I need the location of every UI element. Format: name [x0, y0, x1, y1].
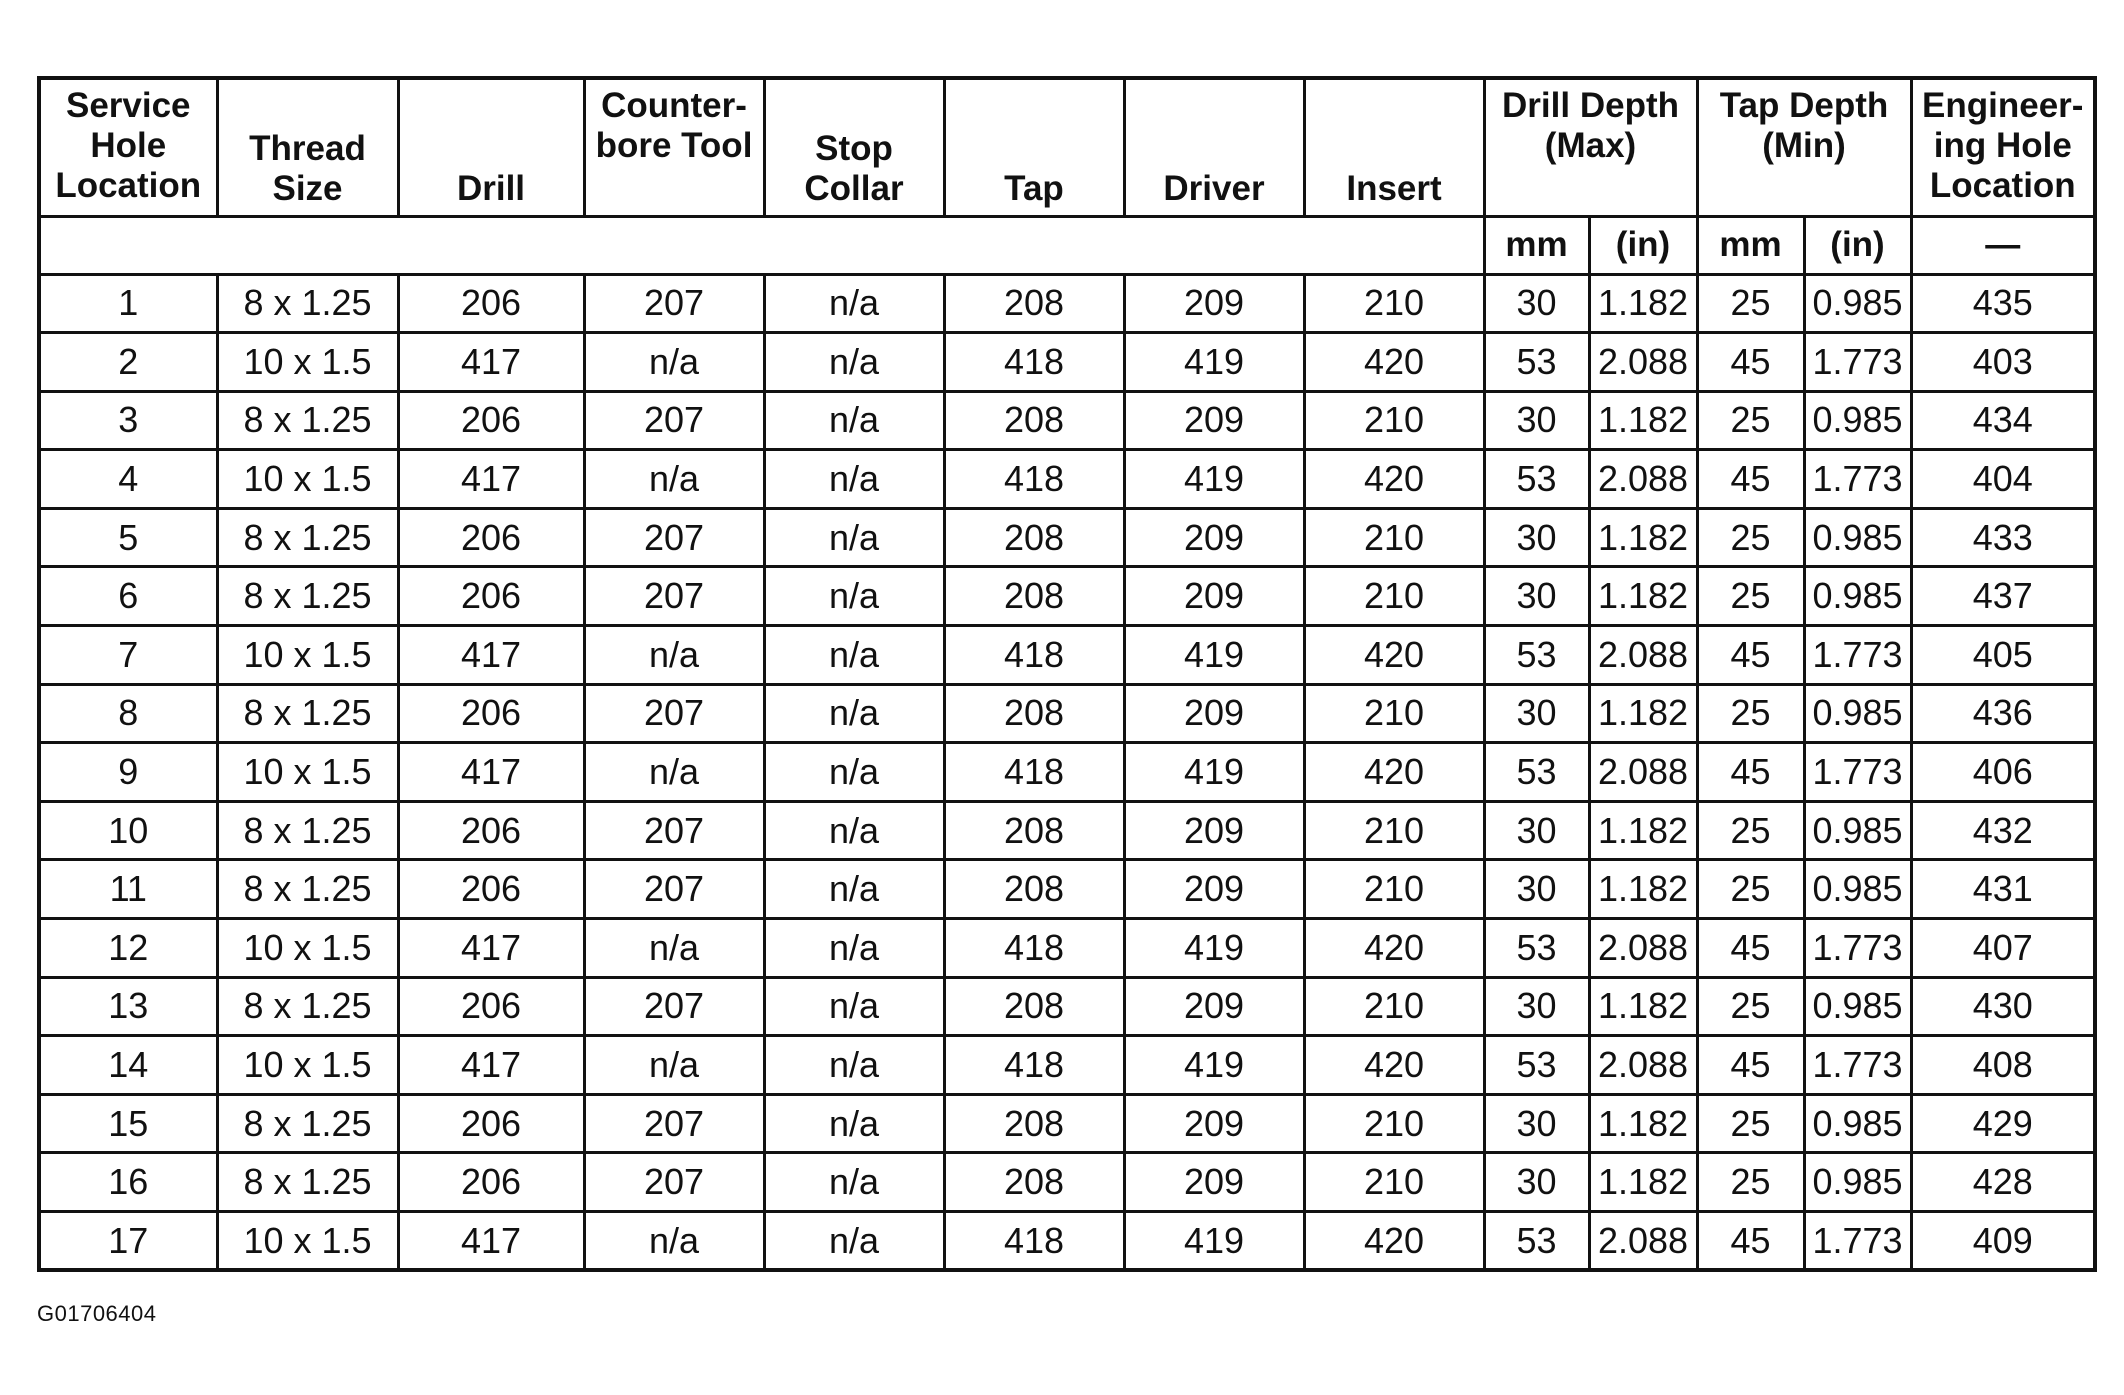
- cell-stop-collar: n/a: [764, 860, 944, 919]
- cell-drill: 206: [398, 391, 584, 450]
- table-row: [39, 684, 2095, 743]
- cell-tap-depth-in: 1.773: [1804, 626, 1911, 685]
- cell-counterbore-tool: n/a: [584, 1036, 764, 1095]
- cell-drill-depth-mm: 30: [1484, 977, 1589, 1036]
- cell-counterbore-tool: 207: [584, 567, 764, 626]
- cell-tap-depth-mm: 45: [1697, 743, 1804, 802]
- cell-driver: 209: [1124, 567, 1304, 626]
- cell-driver: 419: [1124, 919, 1304, 978]
- cell-service-hole-location: 15: [39, 1094, 217, 1153]
- cell-drill-depth-in: 2.088: [1589, 1212, 1697, 1271]
- cell-engineering-hole-location: 435: [1911, 274, 2095, 333]
- cell-engineering-hole-location: 403: [1911, 333, 2095, 392]
- cell-counterbore-tool: 207: [584, 860, 764, 919]
- cell-drill-depth-in: 1.182: [1589, 391, 1697, 450]
- cell-thread-size: 10 x 1.5: [217, 919, 398, 978]
- cell-drill: 417: [398, 626, 584, 685]
- cell-counterbore-tool: 207: [584, 391, 764, 450]
- cell-drill-depth-in: 1.182: [1589, 567, 1697, 626]
- cell-drill-depth-mm: 53: [1484, 1036, 1589, 1095]
- cell-counterbore-tool: 207: [584, 684, 764, 743]
- cell-drill-depth-mm: 30: [1484, 801, 1589, 860]
- table-row: [39, 743, 2095, 802]
- cell-engineering-hole-location: 433: [1911, 508, 2095, 567]
- cell-tap-depth-mm: 25: [1697, 391, 1804, 450]
- cell-drill: 417: [398, 333, 584, 392]
- cell-engineering-hole-location: 429: [1911, 1094, 2095, 1153]
- cell-thread-size: 10 x 1.5: [217, 743, 398, 802]
- cell-service-hole-location: 3: [39, 391, 217, 450]
- cell-tap-depth-mm: 45: [1697, 1036, 1804, 1095]
- figure-code: G01706404: [37, 1301, 157, 1326]
- cell-tap-depth-in: 0.985: [1804, 274, 1911, 333]
- cell-insert: 420: [1304, 626, 1484, 685]
- cell-tap-depth-in: 1.773: [1804, 1212, 1911, 1271]
- cell-counterbore-tool: 207: [584, 1153, 764, 1212]
- cell-service-hole-location: 7: [39, 626, 217, 685]
- cell-engineering-hole-location: 434: [1911, 391, 2095, 450]
- cell-driver: 209: [1124, 860, 1304, 919]
- unit-tap-depth-mm: mm: [1697, 216, 1804, 274]
- cell-insert: 210: [1304, 567, 1484, 626]
- cell-insert: 210: [1304, 1153, 1484, 1212]
- table-row: [39, 391, 2095, 450]
- cell-stop-collar: n/a: [764, 743, 944, 802]
- cell-engineering-hole-location: 407: [1911, 919, 2095, 978]
- cell-stop-collar: n/a: [764, 274, 944, 333]
- cell-drill: 206: [398, 1094, 584, 1153]
- header-tap: Tap: [944, 78, 1124, 216]
- cell-thread-size: 8 x 1.25: [217, 508, 398, 567]
- cell-drill-depth-in: 1.182: [1589, 977, 1697, 1036]
- cell-drill-depth-in: 1.182: [1589, 1153, 1697, 1212]
- cell-engineering-hole-location: 409: [1911, 1212, 2095, 1271]
- cell-drill-depth-mm: 53: [1484, 450, 1589, 509]
- cell-tap-depth-mm: 45: [1697, 333, 1804, 392]
- unit-drill-depth-in: (in): [1589, 216, 1697, 274]
- cell-counterbore-tool: n/a: [584, 450, 764, 509]
- cell-tap: 418: [944, 450, 1124, 509]
- cell-driver: 209: [1124, 1153, 1304, 1212]
- table-row: [39, 1212, 2095, 1271]
- table-row: [39, 450, 2095, 509]
- cell-stop-collar: n/a: [764, 333, 944, 392]
- cell-tap-depth-in: 1.773: [1804, 743, 1911, 802]
- table-row: [39, 333, 2095, 392]
- table-row: [39, 626, 2095, 685]
- cell-tap-depth-in: 0.985: [1804, 860, 1911, 919]
- cell-drill: 417: [398, 919, 584, 978]
- tap-drill-spec-table: [37, 76, 2097, 1272]
- cell-tap-depth-in: 1.773: [1804, 1036, 1911, 1095]
- cell-tap-depth-mm: 45: [1697, 919, 1804, 978]
- cell-driver: 419: [1124, 626, 1304, 685]
- cell-insert: 420: [1304, 743, 1484, 802]
- cell-counterbore-tool: n/a: [584, 919, 764, 978]
- cell-thread-size: 8 x 1.25: [217, 391, 398, 450]
- cell-tap: 208: [944, 684, 1124, 743]
- cell-drill-depth-mm: 30: [1484, 1153, 1589, 1212]
- header-drill-depth: Drill Depth (Max): [1484, 78, 1697, 216]
- cell-drill-depth-in: 2.088: [1589, 450, 1697, 509]
- cell-drill-depth-mm: 30: [1484, 684, 1589, 743]
- cell-service-hole-location: 6: [39, 567, 217, 626]
- header-counterbore-tool: Counter-bore Tool: [584, 78, 764, 216]
- cell-driver: 209: [1124, 274, 1304, 333]
- unit-tap-depth-in: (in): [1804, 216, 1911, 274]
- cell-tap: 208: [944, 1153, 1124, 1212]
- units-row: [39, 216, 2095, 274]
- cell-tap-depth-mm: 25: [1697, 684, 1804, 743]
- cell-tap-depth-in: 0.985: [1804, 1153, 1911, 1212]
- cell-stop-collar: n/a: [764, 1036, 944, 1095]
- cell-counterbore-tool: n/a: [584, 743, 764, 802]
- cell-engineering-hole-location: 405: [1911, 626, 2095, 685]
- cell-drill: 206: [398, 1153, 584, 1212]
- cell-drill-depth-in: 2.088: [1589, 626, 1697, 685]
- header-drill: Drill: [398, 78, 584, 216]
- header-insert: Insert: [1304, 78, 1484, 216]
- cell-tap: 208: [944, 860, 1124, 919]
- unit-drill-depth-mm: mm: [1484, 216, 1589, 274]
- cell-stop-collar: n/a: [764, 391, 944, 450]
- table-row: [39, 567, 2095, 626]
- cell-tap-depth-mm: 25: [1697, 508, 1804, 567]
- cell-stop-collar: n/a: [764, 1212, 944, 1271]
- cell-tap-depth-in: 1.773: [1804, 333, 1911, 392]
- header-row: [39, 78, 2095, 216]
- cell-stop-collar: n/a: [764, 450, 944, 509]
- cell-counterbore-tool: 207: [584, 274, 764, 333]
- cell-driver: 209: [1124, 1094, 1304, 1153]
- cell-drill-depth-mm: 30: [1484, 1094, 1589, 1153]
- cell-drill-depth-in: 1.182: [1589, 274, 1697, 333]
- cell-tap-depth-mm: 45: [1697, 450, 1804, 509]
- cell-tap-depth-in: 0.985: [1804, 391, 1911, 450]
- cell-stop-collar: n/a: [764, 801, 944, 860]
- cell-drill: 206: [398, 977, 584, 1036]
- cell-service-hole-location: 8: [39, 684, 217, 743]
- cell-drill-depth-mm: 53: [1484, 626, 1589, 685]
- cell-insert: 210: [1304, 801, 1484, 860]
- cell-service-hole-location: 1: [39, 274, 217, 333]
- cell-drill: 417: [398, 1212, 584, 1271]
- cell-thread-size: 10 x 1.5: [217, 450, 398, 509]
- cell-thread-size: 10 x 1.5: [217, 333, 398, 392]
- cell-drill: 206: [398, 801, 584, 860]
- cell-engineering-hole-location: 430: [1911, 977, 2095, 1036]
- cell-stop-collar: n/a: [764, 626, 944, 685]
- cell-drill-depth-mm: 30: [1484, 860, 1589, 919]
- cell-tap-depth-mm: 25: [1697, 567, 1804, 626]
- cell-engineering-hole-location: 428: [1911, 1153, 2095, 1212]
- cell-insert: 420: [1304, 1036, 1484, 1095]
- table-row: [39, 1094, 2095, 1153]
- header-tap-depth: Tap Depth (Min): [1697, 78, 1911, 216]
- cell-service-hole-location: 10: [39, 801, 217, 860]
- cell-drill-depth-in: 2.088: [1589, 333, 1697, 392]
- cell-tap: 208: [944, 1094, 1124, 1153]
- cell-driver: 209: [1124, 391, 1304, 450]
- cell-driver: 419: [1124, 1212, 1304, 1271]
- cell-drill-depth-mm: 30: [1484, 508, 1589, 567]
- cell-drill-depth-mm: 53: [1484, 743, 1589, 802]
- cell-counterbore-tool: n/a: [584, 626, 764, 685]
- cell-drill-depth-mm: 30: [1484, 274, 1589, 333]
- header-thread-size: Thread Size: [217, 78, 398, 216]
- cell-service-hole-location: 13: [39, 977, 217, 1036]
- cell-tap-depth-mm: 45: [1697, 1212, 1804, 1271]
- cell-insert: 210: [1304, 391, 1484, 450]
- cell-engineering-hole-location: 406: [1911, 743, 2095, 802]
- cell-tap-depth-mm: 25: [1697, 1153, 1804, 1212]
- cell-engineering-hole-location: 432: [1911, 801, 2095, 860]
- cell-service-hole-location: 5: [39, 508, 217, 567]
- cell-thread-size: 8 x 1.25: [217, 567, 398, 626]
- cell-drill: 206: [398, 508, 584, 567]
- cell-insert: 210: [1304, 274, 1484, 333]
- table-row: [39, 1153, 2095, 1212]
- cell-thread-size: 8 x 1.25: [217, 860, 398, 919]
- cell-tap: 208: [944, 567, 1124, 626]
- cell-insert: 420: [1304, 1212, 1484, 1271]
- cell-tap: 418: [944, 919, 1124, 978]
- cell-service-hole-location: 12: [39, 919, 217, 978]
- cell-counterbore-tool: 207: [584, 1094, 764, 1153]
- cell-service-hole-location: 11: [39, 860, 217, 919]
- cell-insert: 210: [1304, 1094, 1484, 1153]
- cell-thread-size: 10 x 1.5: [217, 1036, 398, 1095]
- cell-drill-depth-mm: 53: [1484, 1212, 1589, 1271]
- cell-driver: 419: [1124, 743, 1304, 802]
- cell-insert: 420: [1304, 919, 1484, 978]
- table-row: [39, 274, 2095, 333]
- header-service-hole-location: Service Hole Location: [39, 78, 217, 216]
- cell-tap-depth-mm: 25: [1697, 860, 1804, 919]
- cell-drill: 417: [398, 1036, 584, 1095]
- cell-thread-size: 10 x 1.5: [217, 626, 398, 685]
- cell-tap-depth-mm: 25: [1697, 977, 1804, 1036]
- cell-counterbore-tool: 207: [584, 508, 764, 567]
- cell-drill-depth-mm: 53: [1484, 333, 1589, 392]
- cell-driver: 209: [1124, 684, 1304, 743]
- cell-stop-collar: n/a: [764, 508, 944, 567]
- table-row: [39, 860, 2095, 919]
- table-row: [39, 1036, 2095, 1095]
- cell-drill-depth-in: 1.182: [1589, 508, 1697, 567]
- table-row: [39, 801, 2095, 860]
- cell-engineering-hole-location: 408: [1911, 1036, 2095, 1095]
- cell-service-hole-location: 16: [39, 1153, 217, 1212]
- unit-engineering-hole-location: —: [1911, 216, 2095, 274]
- cell-drill-depth-in: 2.088: [1589, 1036, 1697, 1095]
- table-row: [39, 508, 2095, 567]
- cell-drill: 206: [398, 860, 584, 919]
- units-row-blank: [39, 216, 1484, 274]
- cell-tap-depth-in: 0.985: [1804, 508, 1911, 567]
- cell-stop-collar: n/a: [764, 1153, 944, 1212]
- cell-tap-depth-mm: 25: [1697, 801, 1804, 860]
- cell-service-hole-location: 17: [39, 1212, 217, 1271]
- cell-thread-size: 8 x 1.25: [217, 1153, 398, 1212]
- cell-driver: 209: [1124, 801, 1304, 860]
- cell-tap: 208: [944, 508, 1124, 567]
- cell-tap-depth-in: 0.985: [1804, 567, 1911, 626]
- cell-tap: 418: [944, 1036, 1124, 1095]
- cell-insert: 210: [1304, 684, 1484, 743]
- cell-drill: 417: [398, 743, 584, 802]
- table-row: [39, 919, 2095, 978]
- cell-stop-collar: n/a: [764, 567, 944, 626]
- cell-insert: 420: [1304, 450, 1484, 509]
- cell-insert: 420: [1304, 333, 1484, 392]
- cell-thread-size: 8 x 1.25: [217, 977, 398, 1036]
- cell-drill: 417: [398, 450, 584, 509]
- cell-service-hole-location: 2: [39, 333, 217, 392]
- header-stop-collar: Stop Collar: [764, 78, 944, 216]
- cell-thread-size: 8 x 1.25: [217, 684, 398, 743]
- cell-tap-depth-mm: 25: [1697, 1094, 1804, 1153]
- cell-drill-depth-mm: 30: [1484, 567, 1589, 626]
- table-body: [39, 274, 2095, 1270]
- cell-drill: 206: [398, 567, 584, 626]
- header-driver: Driver: [1124, 78, 1304, 216]
- cell-tap: 418: [944, 626, 1124, 685]
- cell-thread-size: 8 x 1.25: [217, 1094, 398, 1153]
- cell-engineering-hole-location: 431: [1911, 860, 2095, 919]
- cell-tap: 208: [944, 977, 1124, 1036]
- cell-counterbore-tool: n/a: [584, 333, 764, 392]
- cell-tap: 208: [944, 391, 1124, 450]
- cell-service-hole-location: 14: [39, 1036, 217, 1095]
- cell-drill-depth-in: 1.182: [1589, 1094, 1697, 1153]
- cell-insert: 210: [1304, 860, 1484, 919]
- cell-tap: 208: [944, 801, 1124, 860]
- cell-tap-depth-mm: 45: [1697, 626, 1804, 685]
- cell-insert: 210: [1304, 508, 1484, 567]
- cell-drill: 206: [398, 684, 584, 743]
- cell-driver: 209: [1124, 508, 1304, 567]
- cell-drill-depth-in: 1.182: [1589, 860, 1697, 919]
- cell-engineering-hole-location: 436: [1911, 684, 2095, 743]
- table-row: [39, 977, 2095, 1036]
- cell-tap: 208: [944, 274, 1124, 333]
- cell-driver: 419: [1124, 333, 1304, 392]
- cell-tap-depth-in: 1.773: [1804, 450, 1911, 509]
- cell-driver: 419: [1124, 450, 1304, 509]
- cell-drill: 206: [398, 274, 584, 333]
- cell-driver: 419: [1124, 1036, 1304, 1095]
- cell-drill-depth-in: 1.182: [1589, 801, 1697, 860]
- cell-stop-collar: n/a: [764, 977, 944, 1036]
- cell-stop-collar: n/a: [764, 1094, 944, 1153]
- cell-counterbore-tool: 207: [584, 801, 764, 860]
- cell-drill-depth-in: 2.088: [1589, 919, 1697, 978]
- cell-counterbore-tool: 207: [584, 977, 764, 1036]
- cell-thread-size: 10 x 1.5: [217, 1212, 398, 1271]
- cell-tap-depth-in: 0.985: [1804, 684, 1911, 743]
- cell-drill-depth-mm: 30: [1484, 391, 1589, 450]
- cell-drill-depth-in: 2.088: [1589, 743, 1697, 802]
- header-engineering-hole-location: Engineer-ing Hole Location: [1911, 78, 2095, 216]
- cell-tap-depth-mm: 25: [1697, 274, 1804, 333]
- cell-stop-collar: n/a: [764, 919, 944, 978]
- cell-service-hole-location: 4: [39, 450, 217, 509]
- cell-tap: 418: [944, 333, 1124, 392]
- cell-drill-depth-mm: 53: [1484, 919, 1589, 978]
- cell-tap-depth-in: 0.985: [1804, 1094, 1911, 1153]
- cell-tap: 418: [944, 743, 1124, 802]
- cell-tap-depth-in: 0.985: [1804, 977, 1911, 1036]
- cell-engineering-hole-location: 437: [1911, 567, 2095, 626]
- cell-counterbore-tool: n/a: [584, 1212, 764, 1271]
- cell-service-hole-location: 9: [39, 743, 217, 802]
- cell-tap-depth-in: 0.985: [1804, 801, 1911, 860]
- cell-thread-size: 8 x 1.25: [217, 274, 398, 333]
- cell-thread-size: 8 x 1.25: [217, 801, 398, 860]
- cell-tap: 418: [944, 1212, 1124, 1271]
- cell-drill-depth-in: 1.182: [1589, 684, 1697, 743]
- cell-stop-collar: n/a: [764, 684, 944, 743]
- cell-engineering-hole-location: 404: [1911, 450, 2095, 509]
- cell-driver: 209: [1124, 977, 1304, 1036]
- cell-insert: 210: [1304, 977, 1484, 1036]
- cell-tap-depth-in: 1.773: [1804, 919, 1911, 978]
